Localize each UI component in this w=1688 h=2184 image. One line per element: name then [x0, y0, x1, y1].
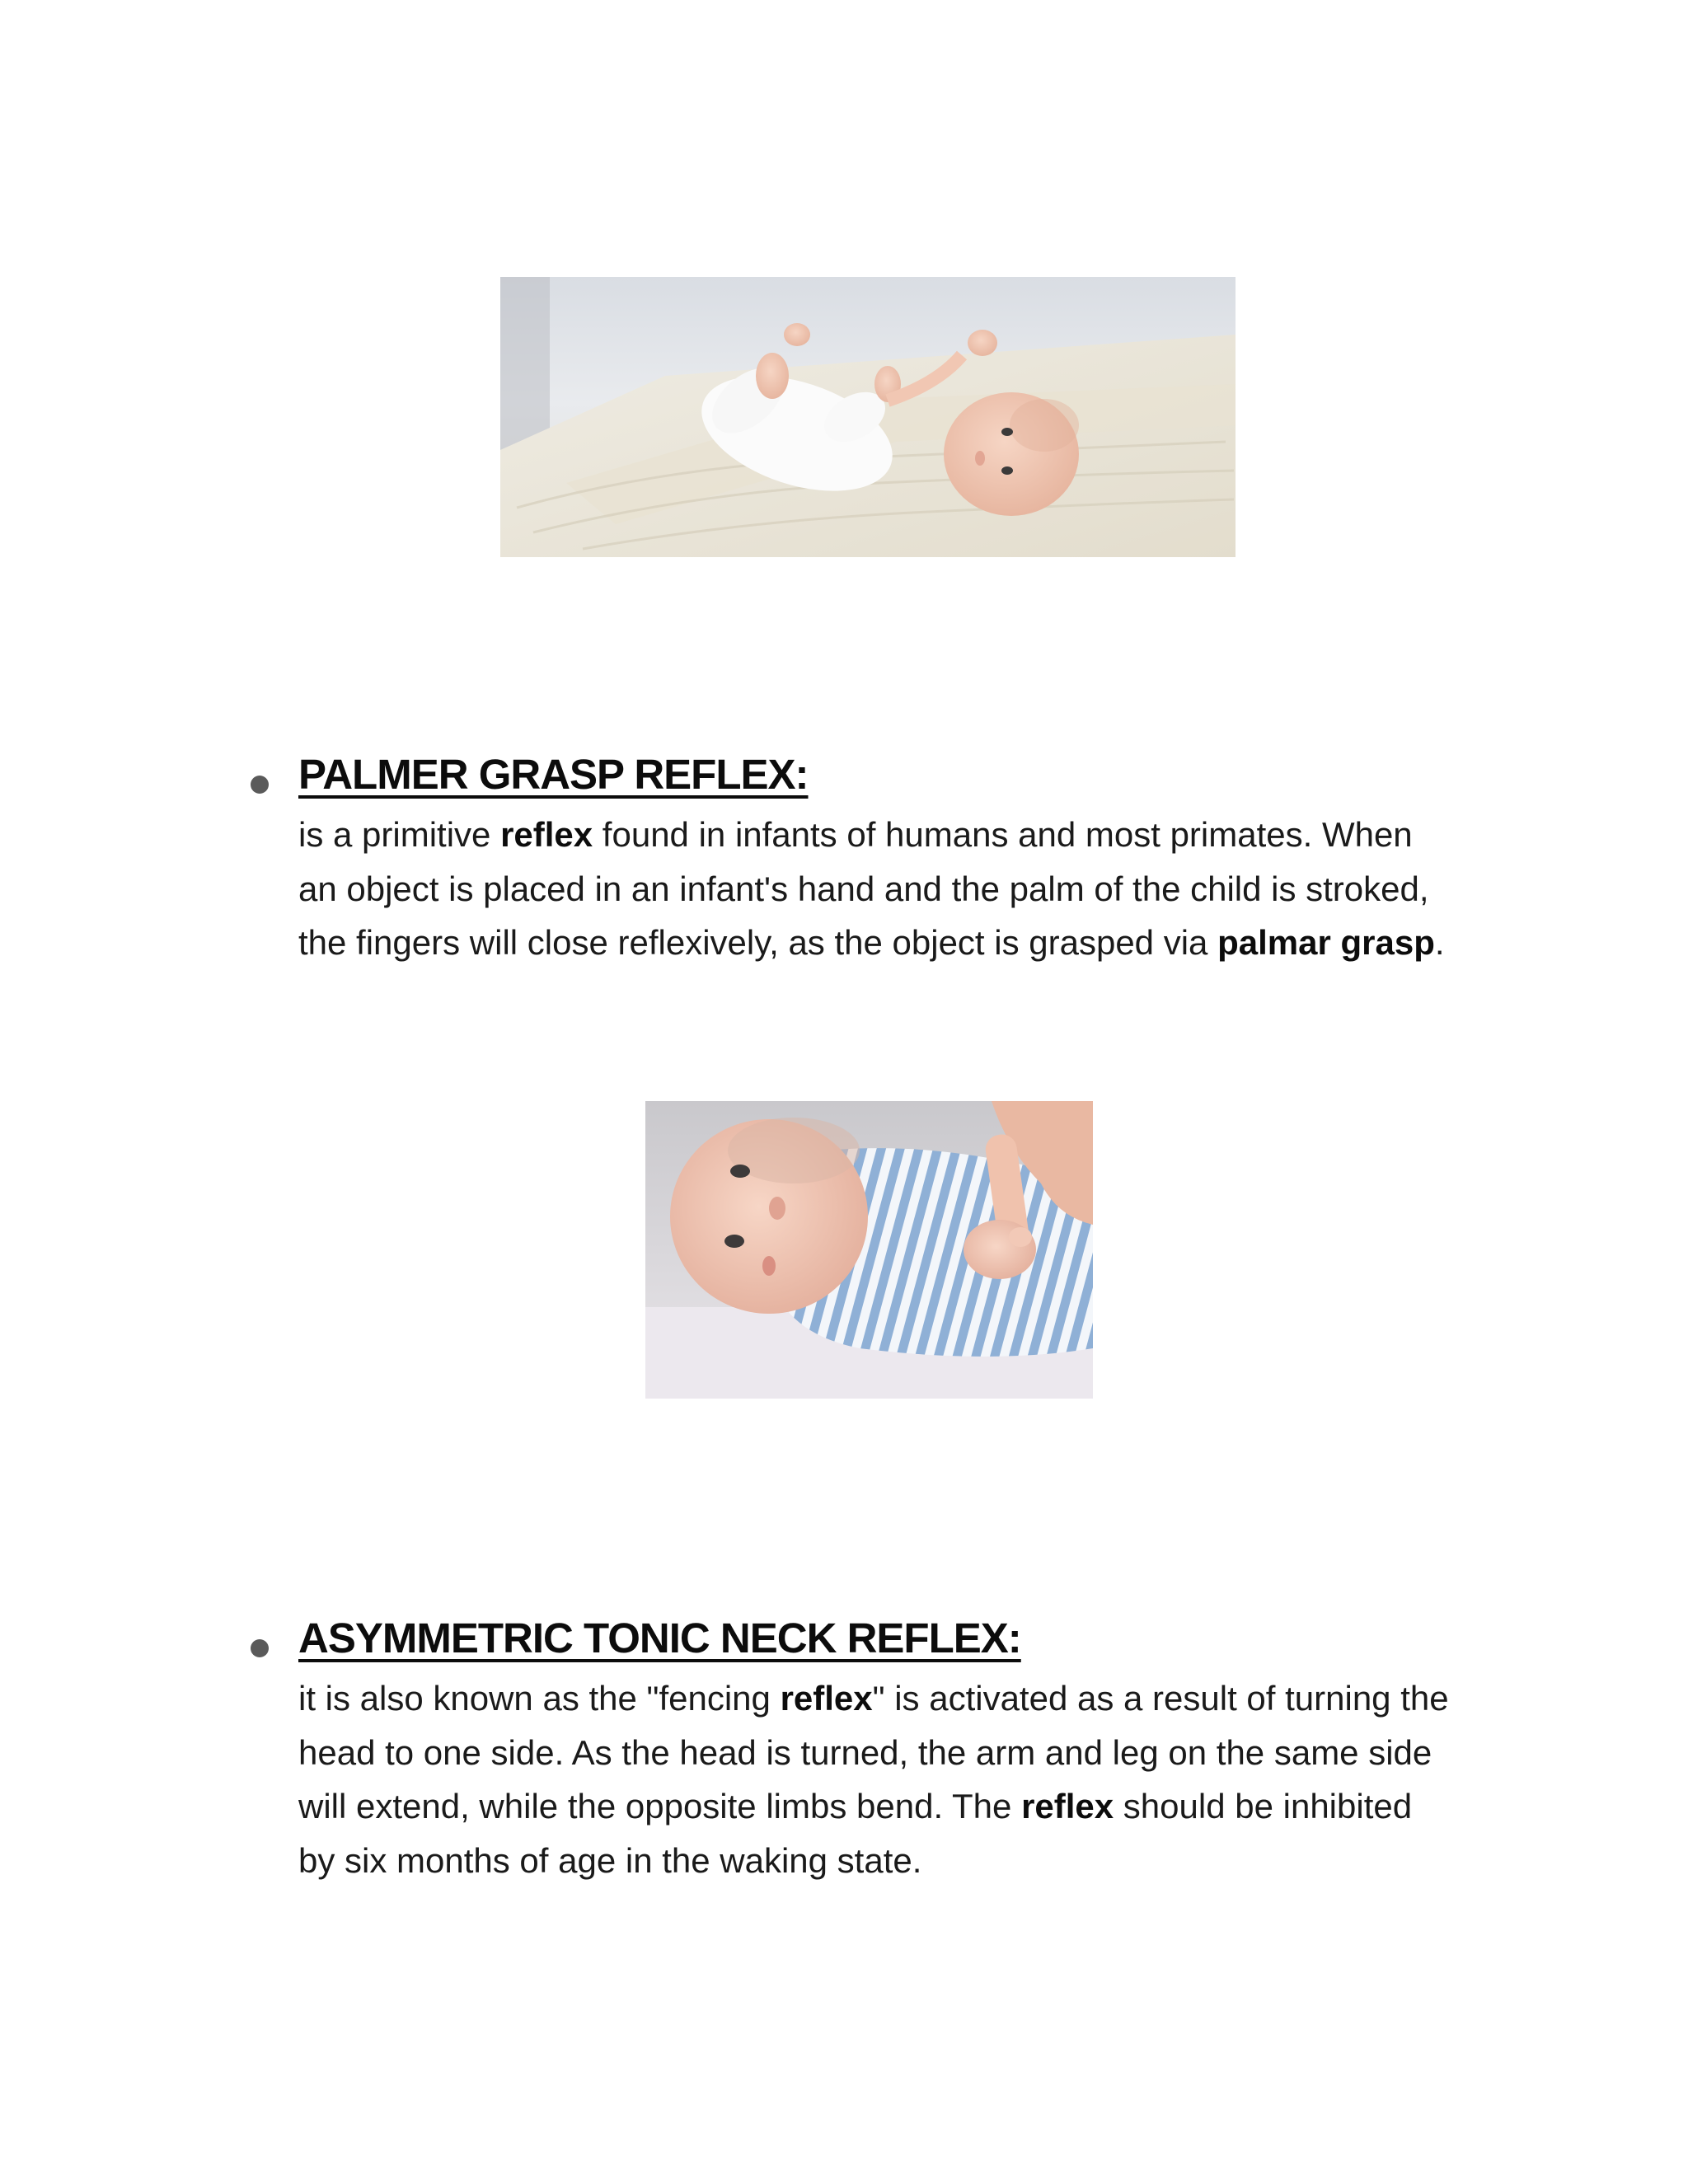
paragraph-line: head to one side. As the head is turned, the arm and leg on the same side: [298, 1732, 1432, 1772]
paragraph-line: the fingers will close reflexively, as the object is grasped via palmar grasp.: [298, 923, 1445, 962]
paragraph-line: will extend, while the opposite limbs bend. The reflex should be inhibited: [298, 1787, 1413, 1825]
paragraph-line: an object is placed in an infant's hand and the palm of the child is stroked,: [298, 869, 1429, 908]
bold-term: reflex: [1021, 1787, 1114, 1825]
bold-term: reflex: [780, 1679, 873, 1718]
baby-grasp-photo: [645, 1101, 1093, 1399]
paragraph-line: it is also known as the "fencing reflex" is activated as a result of turning the: [298, 1679, 1449, 1718]
section-heading: PALMER GRASP REFLEX:: [298, 751, 809, 798]
paragraph-line: is a primitive reflex found in infants of humans and most primates. When: [298, 815, 1413, 854]
section-paragraph: [298, 1671, 1502, 1887]
section-heading: ASYMMETRIC TONIC NECK REFLEX:: [298, 1615, 1021, 1661]
bullet-icon: [251, 776, 269, 794]
paragraph-line: by six months of age in the waking state.: [298, 1840, 922, 1880]
bold-term: palmar grasp: [1217, 923, 1435, 962]
section-paragraph: [298, 808, 1502, 970]
baby-lying-photo: [500, 277, 1236, 557]
bold-term: reflex: [500, 815, 593, 854]
bullet-icon: [251, 1639, 269, 1657]
